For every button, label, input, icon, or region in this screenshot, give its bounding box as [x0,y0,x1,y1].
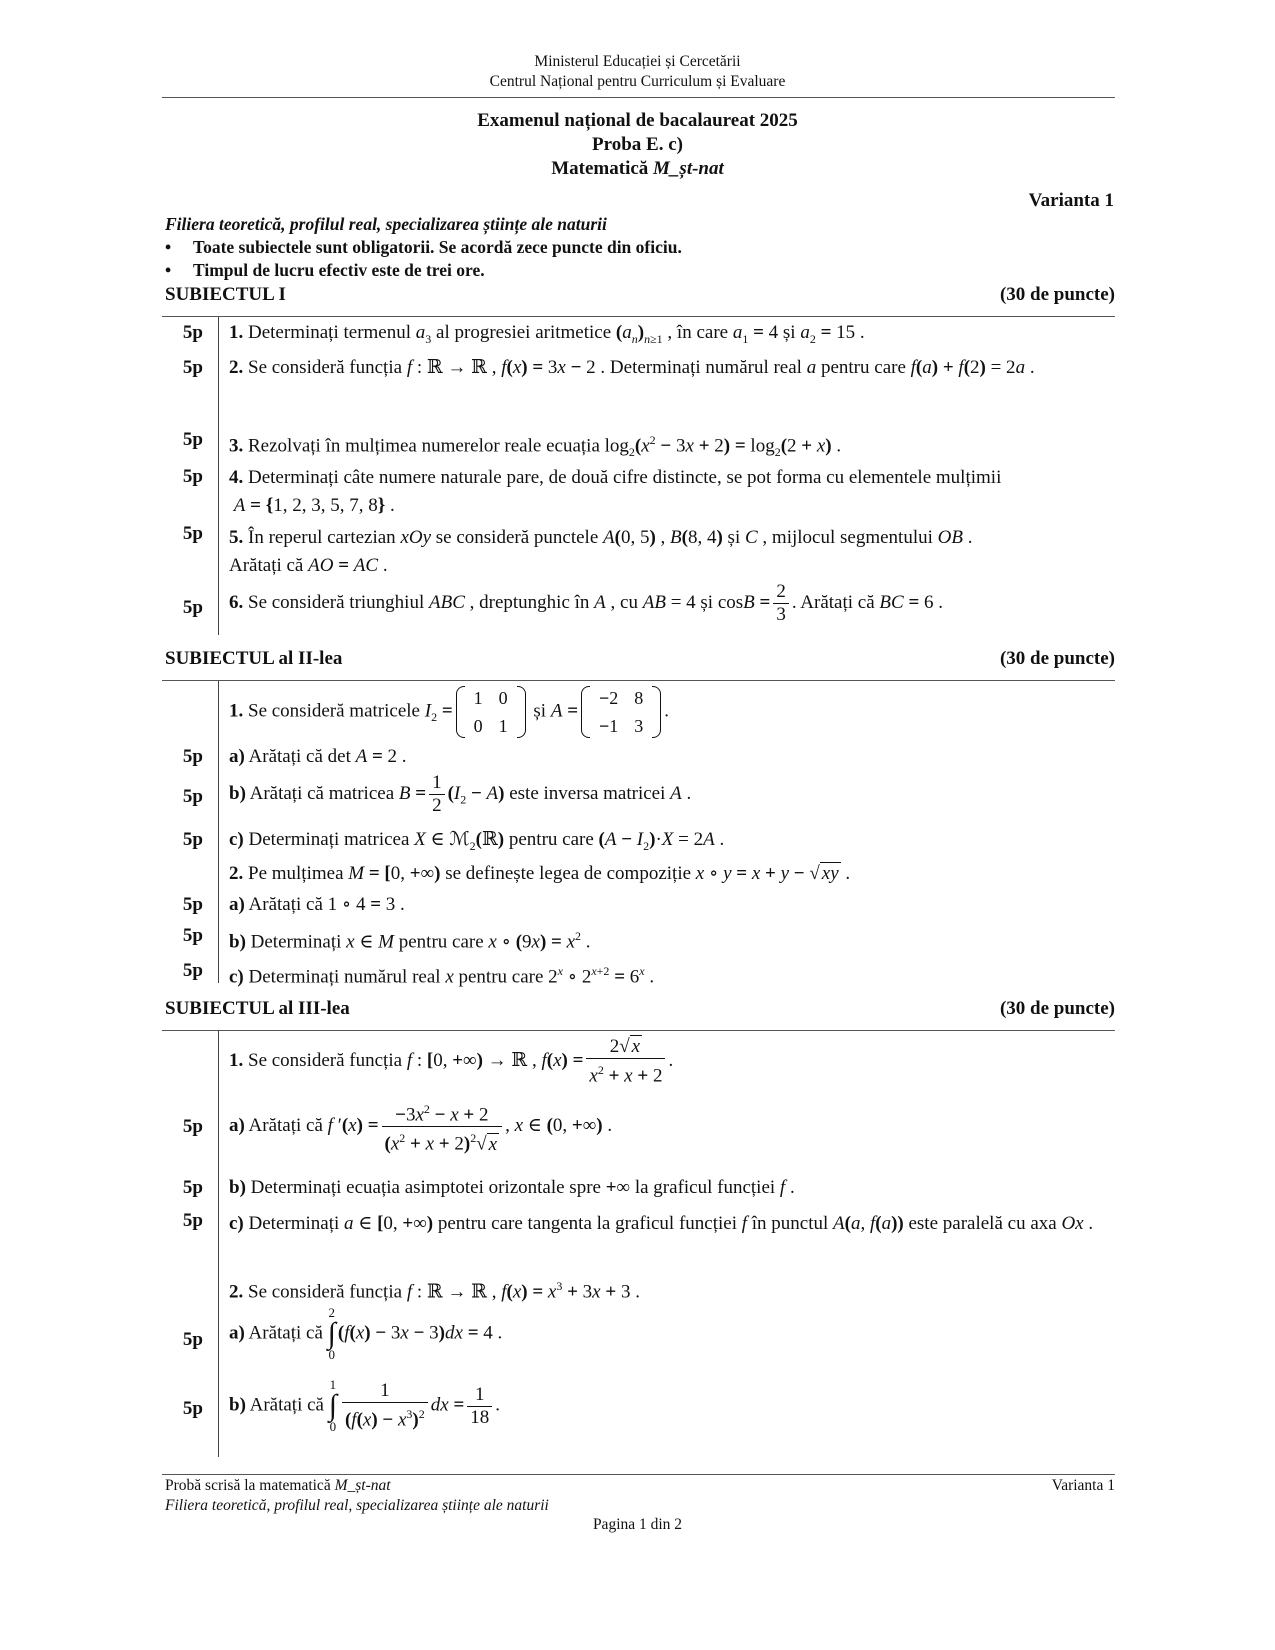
problem-III-2a: a) Arătați că 2 ∫ 0(f(x) − 3x − 3)dx = 4 . [229,1305,503,1362]
problem-II-1a: a) Arătați că det A = 2 . [229,746,407,767]
points-label: 5p [182,357,203,378]
section-divider [162,316,1115,317]
points-label: 5p [182,597,203,618]
problem-II-1c: c) Determinați matricea X ∈ ℳ$_2$(ℝ) pentru care $(A - I_2)\cdot X = 2A$ . [229,829,725,853]
points-label: 5p [182,746,203,767]
points-label: 5p [182,429,203,450]
problem-II-2a: a) Arătați că 1 ∘ 4 = 3 . [229,894,405,915]
points-label: 5p [182,786,203,807]
exam-proba: Proba E. c) [592,134,683,155]
section-rule [218,317,219,635]
section-divider [162,680,1115,681]
problem-6: 6. Se consideră triunghiul ABC , dreptunghic în A , cu AB = 4 și cosB = $\frac{2}{3}$ . Arătați că BC = 6 . [229,581,944,625]
problem-II-2c: c) Determinați numărul real x pentru care 2$^x$ ∘ $2^{x+2} = 6^x$ . [229,964,655,988]
points-label: 5p [182,960,203,981]
footer-line-1: Probă scrisă la matematică M_șt-nat Varianta 1 [165,1477,1115,1494]
problem-II-2b: b) Determinați x ∈ M pentru care x ∘ $(9x) = x^2$ . [229,929,591,953]
instruction-item: • Toate subiectele sunt obligatorii. Se acordă zece puncte din oficiu. [165,237,682,257]
section-rule [218,681,219,983]
problem-2: 2. Se consideră funcția f : ℝ → ℝ , f(x) = 3x − 2 . Determinați numărul real a pentru care f(a) + f(2) = 2a . [229,357,1035,378]
exam-title: Examenul național de bacalaureat 2025 [477,110,798,131]
points-label: 5p [182,523,203,544]
points-label: 5p [182,1177,203,1198]
points-label: 5p [182,1210,203,1231]
ministry-name: Ministerul Educației și Cercetării [534,53,741,70]
points-label: 5p [182,894,203,915]
problem-II-1b: b) Arătați că matricea B = $\frac{1}{2}$ $(I_2 - A)$ este inversa matricei A . [229,772,692,816]
section-title: SUBIECTUL al III-lea (30 de puncte) [165,998,1115,1019]
problem-III-2b: b) Arătați că 1 ∫ 0 $\frac{1}{(f(x) - x^3)^2}$ dx = $\frac{1}{18}$ . [229,1377,501,1434]
footer-divider [162,1474,1115,1475]
problem-4: 4. Determinați câte numere naturale pare, de două cifre distincte, se pot forma cu elementele mulțimii A = {1, 2, 3, 5, 7, 8} . [229,467,1002,516]
problem-II-1: 1. Se consideră matricele $I_2$ = 1 0 0 1 și A = −2 8 −1 3 . [229,684,1109,740]
problem-III-1a: a) Arătați că f ′(x) = $\frac{-3x^2 - x + 2}{(x^2 + x + 2)^2√ x}$ , x ∈ (0, +∞) . [229,1098,1109,1156]
problem-II-2: 2. Pe mulțimea M = [0, +∞) se definește legea de compoziție x ∘ y = x + y − √ xy . [229,863,851,884]
filiera-note: Filiera teoretică, profilul real, specializarea științe ale naturii [165,214,607,234]
footer-line-2: Filiera teoretică, profilul real, specializarea științe ale naturii [165,1497,549,1514]
points-label: 5p [182,322,203,343]
points-label: 5p [182,466,203,487]
points-label: 5p [182,1329,203,1350]
points-label: 5p [182,925,203,946]
section-divider [162,1030,1115,1031]
problem-III-1: 1. Se consideră funcția f : [0, +∞) → ℝ , f(x) = $\frac{2√ x}{x^2 + x + 2}$ . [229,1036,674,1087]
problem-5: 5. În reperul cartezian xOy se consideră punctele A(0, 5) , B(8, 4) și C , mijlocul segmentului OB . Arătați că AO = AC . [229,527,973,576]
header-divider [162,97,1115,98]
problem-III-1b: b) Determinați ecuația asimptotei orizontale spre +∞ la graficul funcției f . [229,1177,795,1198]
problem-3: 3. Rezolvați în mulțimea numerelor reale ecuația $\log_2(x^2 - 3x + 2) = \log_2(2 + x)$ . [229,433,842,460]
section-title: SUBIECTUL I (30 de puncte) [165,284,1115,305]
problem-III-1c: c) Determinați a ∈ [0, +∞) pentru care tangenta la graficul funcției f în punctul A(a, f(a)) este paralelă cu axa Ox . [229,1213,1094,1234]
points-label: 5p [182,1116,203,1137]
points-label: 5p [182,829,203,850]
problem-1: 1. Determinați termenul $a_3$ al progresiei aritmetice $(a_n)_{n\ge 1}$ , în care $a_1 = 4$ și $a_2 = 15$ . [229,322,865,346]
center-name: Centrul Național pentru Curriculum și Evaluare [489,73,786,90]
variant-label: Varianta 1 [1028,190,1114,211]
page-number: Pagina 1 din 2 [592,1516,683,1533]
section-title: SUBIECTUL al II-lea (30 de puncte) [165,648,1115,669]
exam-subject: Matematică M_șt-nat [551,158,724,179]
problem-III-2: 2. Se consideră funcția f : ℝ → ℝ , $f(x) = x^3 + 3x + 3$ . [229,1279,640,1303]
instruction-item: • Timpul de lucru efectiv este de trei ore. [165,260,485,280]
section-rule [218,1031,219,1457]
points-label: 5p [182,1398,203,1419]
